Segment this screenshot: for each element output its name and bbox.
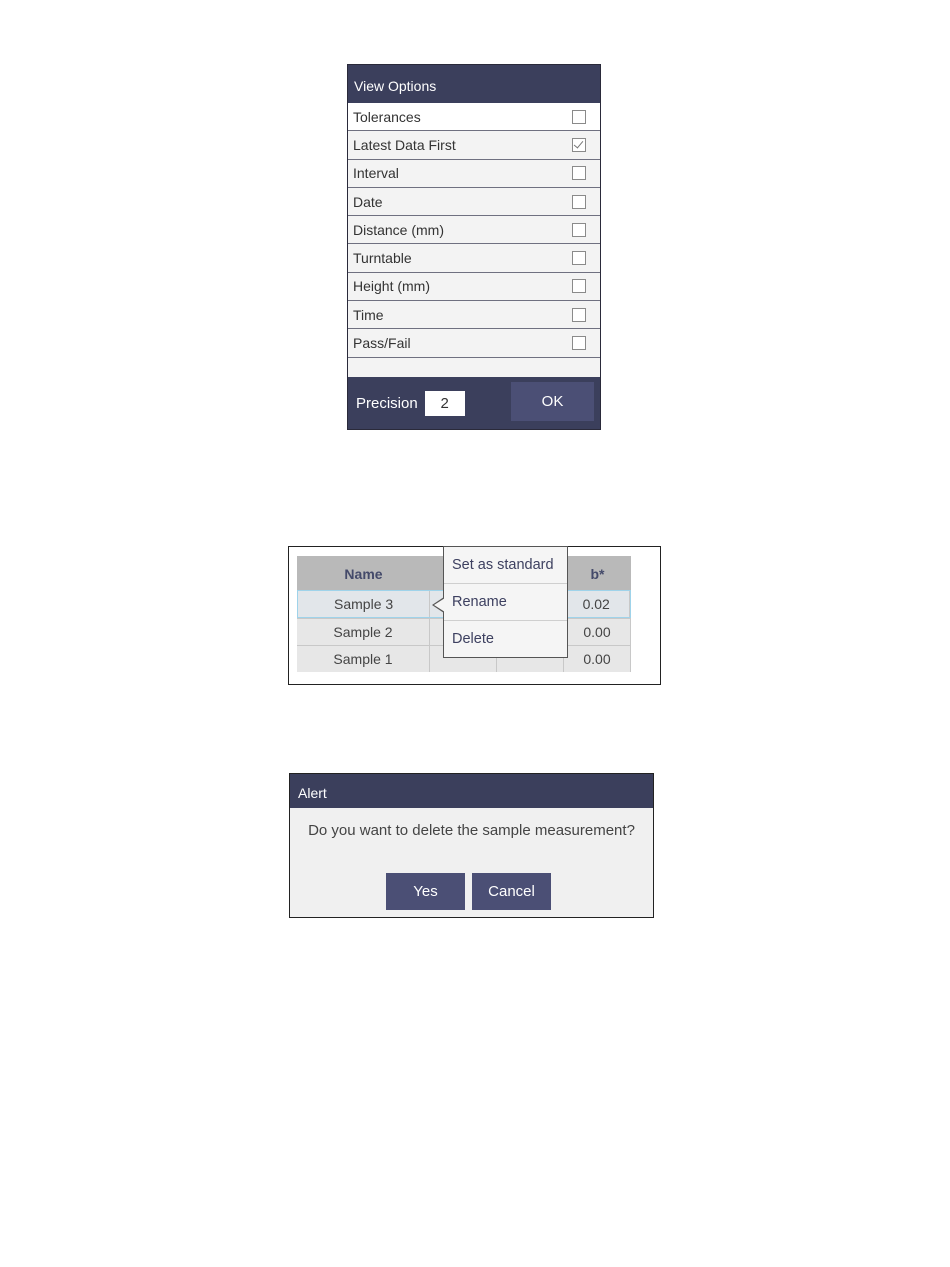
- option-time[interactable]: [348, 301, 600, 329]
- checkbox[interactable]: [572, 308, 586, 322]
- option-label: Height (mm): [353, 278, 431, 295]
- option-label: Turntable: [353, 250, 412, 267]
- option-label: Pass/Fail: [353, 335, 411, 352]
- option-date[interactable]: [348, 188, 600, 216]
- checkbox[interactable]: [572, 166, 586, 180]
- option-label: Distance (mm): [353, 221, 445, 238]
- menu-item-set-as-standard[interactable]: Set as standard: [444, 547, 567, 584]
- checkbox[interactable]: [572, 336, 586, 350]
- menu-pointer-fill: [434, 598, 445, 612]
- precision-input[interactable]: 2: [425, 391, 465, 416]
- option-pass-fail[interactable]: [348, 329, 600, 357]
- menu-item-rename[interactable]: Rename: [444, 584, 567, 621]
- view-options-dialog: [347, 64, 601, 430]
- options-list: [348, 103, 600, 358]
- alert-title: Alert: [290, 774, 653, 808]
- option-turntable[interactable]: [348, 244, 600, 272]
- header-b-star[interactable]: b*: [590, 566, 605, 582]
- row-b-value: 0.00: [564, 619, 631, 645]
- alert-dialog: [289, 773, 654, 918]
- checkbox[interactable]: [572, 195, 586, 209]
- checkbox[interactable]: [572, 251, 586, 265]
- option-label: Interval: [353, 165, 399, 182]
- context-menu: [443, 546, 568, 658]
- option-label: Latest Data First: [353, 136, 456, 153]
- dialog-footer: [348, 377, 600, 429]
- alert-message: Do you want to delete the sample measurement?: [308, 822, 635, 839]
- row-b-value: 0.00: [564, 646, 631, 672]
- row-b-value: 0.02: [563, 591, 630, 617]
- option-tolerances[interactable]: [348, 103, 600, 131]
- alert-buttons: [386, 873, 551, 910]
- option-distance[interactable]: [348, 216, 600, 244]
- ok-button[interactable]: OK: [511, 382, 594, 421]
- row-name: Sample 1: [297, 646, 430, 672]
- checkbox[interactable]: [572, 223, 586, 237]
- checkbox[interactable]: [572, 279, 586, 293]
- option-latest-data-first[interactable]: [348, 131, 600, 159]
- precision-label: Precision: [356, 394, 418, 412]
- option-label: Date: [353, 193, 383, 210]
- menu-item-delete[interactable]: Delete: [452, 631, 494, 647]
- header-name[interactable]: Name: [344, 566, 383, 582]
- option-height[interactable]: [348, 273, 600, 301]
- checkbox-checked[interactable]: [572, 138, 586, 152]
- row-name: Sample 2: [297, 619, 430, 645]
- option-label: Time: [353, 306, 384, 323]
- yes-button[interactable]: Yes: [386, 873, 465, 910]
- checkbox[interactable]: [572, 110, 586, 124]
- option-label: Tolerances: [353, 108, 421, 125]
- cancel-button[interactable]: Cancel: [472, 873, 551, 910]
- row-name: Sample 3: [298, 591, 430, 617]
- option-interval[interactable]: [348, 160, 600, 188]
- dialog-title: View Options: [348, 65, 600, 103]
